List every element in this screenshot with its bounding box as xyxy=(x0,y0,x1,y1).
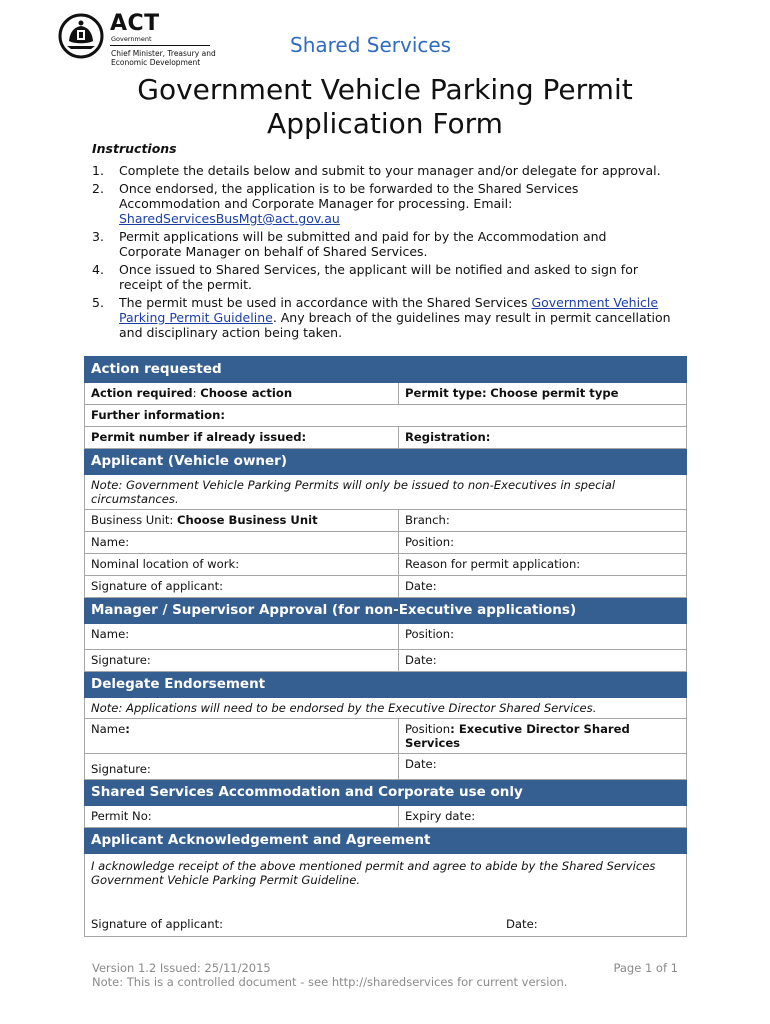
permit-type-label: Permit type: xyxy=(404,386,487,400)
applicant-name-field[interactable]: Name: xyxy=(85,532,399,554)
act-coat-of-arms-icon xyxy=(58,13,104,59)
action-required-label: Action required xyxy=(91,386,193,400)
instruction-text: The permit must be used in accordance with the Shared Services xyxy=(119,295,532,310)
logo-directorate-text: Chief Minister, Treasury and Economic Development xyxy=(111,49,216,67)
footer-page-number: Page 1 of 1 xyxy=(613,961,678,975)
work-location-field[interactable]: Nominal location of work: xyxy=(85,554,399,576)
footer-version: Version 1.2 Issued: 25/11/2015 xyxy=(92,961,271,975)
applicant-date-field[interactable]: Date: xyxy=(398,576,686,598)
document-title: Government Vehicle Parking Permit Application Form xyxy=(137,73,633,140)
instruction-text: Complete the details below and submit to your manager and/or delegate for approval. xyxy=(119,163,661,178)
action-required-field[interactable]: Action required: Choose action xyxy=(85,383,399,405)
document-footer xyxy=(92,961,678,989)
action-requested-heading: Action requested xyxy=(85,357,687,383)
business-unit-label: Business Unit: xyxy=(91,513,174,527)
delegate-position-label: Position xyxy=(404,722,451,736)
registration-field[interactable]: Registration: xyxy=(398,427,686,449)
applicant-heading: Applicant (Vehicle owner) xyxy=(85,449,687,475)
delegate-name-label: Name xyxy=(91,722,126,736)
applicant-note: Note: Government Vehicle Parking Permits will only be issued to non-Executives in special circumstances. xyxy=(85,475,687,510)
permit-number-field[interactable]: Permit number if already issued: xyxy=(85,427,399,449)
logo-government-text: Government xyxy=(111,35,152,43)
business-unit-dropdown[interactable]: Choose Business Unit xyxy=(177,513,318,527)
acknowledgement-block xyxy=(85,854,687,937)
instruction-item xyxy=(92,262,672,292)
instruction-item xyxy=(92,229,672,259)
permit-type-dropdown[interactable]: Choose permit type xyxy=(490,386,619,400)
delegate-position-value: Executive Director Shared Services xyxy=(404,722,630,750)
accommodation-use-heading: Shared Services Accommodation and Corporate use only xyxy=(85,780,687,806)
delegate-date-field[interactable]: Date: xyxy=(398,754,686,780)
instruction-number: 2. xyxy=(92,181,104,196)
manager-name-field[interactable]: Name: xyxy=(85,624,399,650)
manager-position-field[interactable]: Position: xyxy=(398,624,686,650)
delegate-endorsement-heading: Delegate Endorsement xyxy=(85,672,687,698)
instruction-item xyxy=(92,163,672,178)
delegate-signature-field[interactable]: Signature: xyxy=(85,754,399,780)
instruction-number: 4. xyxy=(92,262,104,277)
instruction-number: 5. xyxy=(92,295,104,310)
business-unit-field[interactable] xyxy=(85,510,399,532)
applicant-signature-field[interactable]: Signature of applicant: xyxy=(85,576,399,598)
acknowledgement-signature-field[interactable]: Signature of applicant: xyxy=(91,917,224,931)
manager-date-field[interactable]: Date: xyxy=(398,650,686,672)
footer-note: Note: This is a controlled document - see http://sharedservices for current version. xyxy=(92,975,568,989)
email-link[interactable]: SharedServicesBusMgt@act.gov.au xyxy=(119,211,340,226)
instruction-number: 1. xyxy=(92,163,104,178)
expiry-date-field[interactable]: Expiry date: xyxy=(398,806,686,828)
acknowledgement-date-field[interactable]: Date: xyxy=(506,917,538,931)
delegate-name-field[interactable]: Name: xyxy=(85,719,399,754)
manager-approval-heading: Manager / Supervisor Approval (for non-Executive applications) xyxy=(85,598,687,624)
application-form-table xyxy=(84,356,687,937)
further-information-field[interactable]: Further information: xyxy=(85,405,687,427)
manager-signature-field[interactable]: Signature: xyxy=(85,650,399,672)
logo-act-text: ACT xyxy=(110,11,160,36)
action-required-dropdown[interactable]: Choose action xyxy=(200,386,293,400)
instruction-item xyxy=(92,295,672,340)
applicant-position-field[interactable]: Position: xyxy=(398,532,686,554)
act-government-logo xyxy=(58,13,218,69)
instruction-item xyxy=(92,181,672,226)
instruction-text: Permit applications will be submitted and paid for by the Accommodation and Corporate Manager on behalf of Shared Services. xyxy=(119,229,607,259)
acknowledgement-heading: Applicant Acknowledgement and Agreement xyxy=(85,828,687,854)
section-heading: Shared Services xyxy=(290,33,452,57)
instructions-list xyxy=(92,163,672,343)
instructions-heading: Instructions xyxy=(92,141,177,156)
acknowledgement-text: I acknowledge receipt of the above mentioned permit and agree to abide by the Shared Services Government Vehicle Parking Permit Guideline. xyxy=(91,859,656,887)
instruction-text: . Any breach of the guidelines may result in permit cancellation and disciplinary action being taken. xyxy=(119,310,671,340)
permit-type-field[interactable] xyxy=(398,383,686,405)
instruction-text: Once endorsed, the application is to be forwarded to the Shared Services Accommodation and Corporate Manager for processing. Email: xyxy=(119,181,579,211)
delegate-note: Note: Applications will need to be endorsed by the Executive Director Shared Services. xyxy=(85,698,687,719)
guideline-link[interactable]: Government Vehicle Parking Permit Guideline xyxy=(119,295,659,325)
delegate-position-field: Position: Executive Director Shared Services xyxy=(398,719,686,754)
instruction-text: Once issued to Shared Services, the applicant will be notified and asked to sign for receipt of the permit. xyxy=(119,262,638,292)
logo-divider xyxy=(110,45,210,46)
instruction-number: 3. xyxy=(92,229,104,244)
reason-field[interactable]: Reason for permit application: xyxy=(398,554,686,576)
branch-field[interactable]: Branch: xyxy=(398,510,686,532)
permit-no-field[interactable]: Permit No: xyxy=(85,806,399,828)
